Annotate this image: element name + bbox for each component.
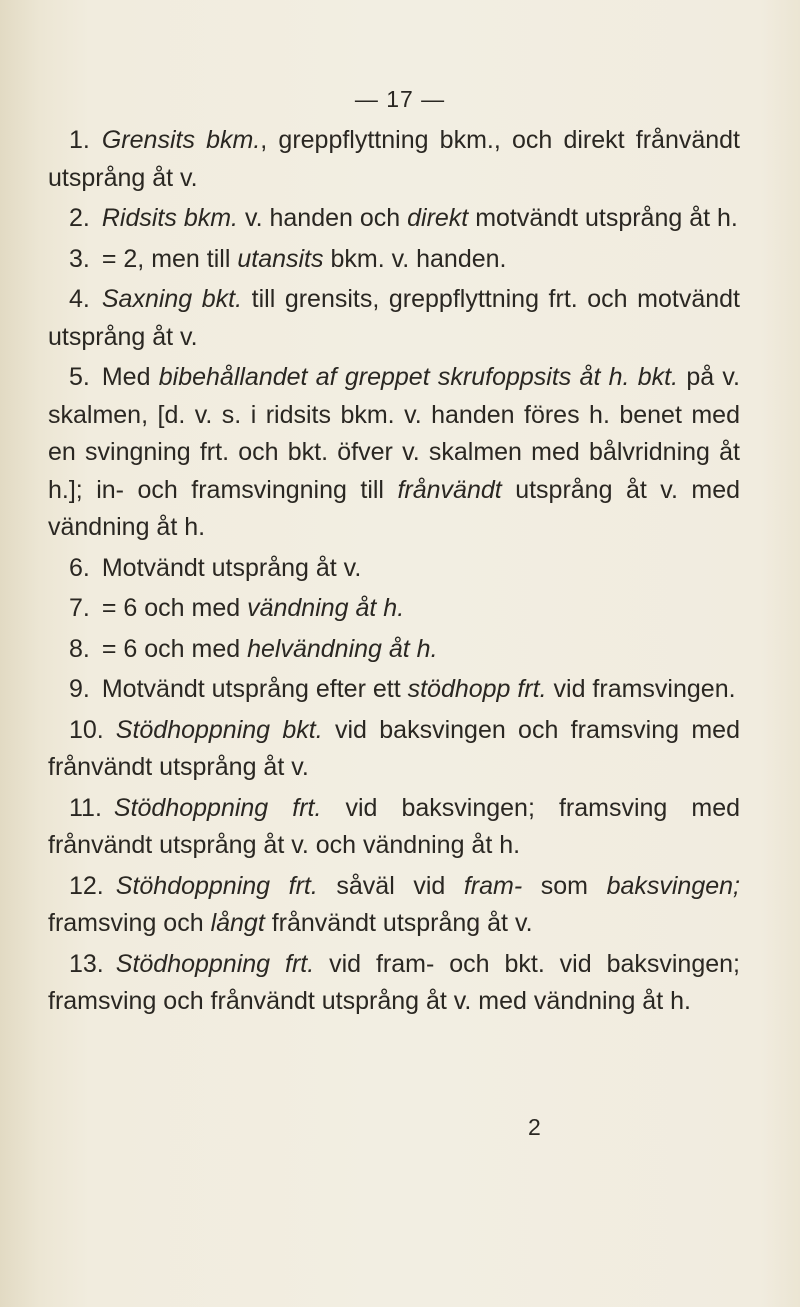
body-text: på v. skalmen, [d. v. s. i ridsits bkm. v. handen föres h. benet med en svingning frt. och bkt. öfver v. skalmen med bålvridning åt h.]; in- och framsvingning till (48, 363, 740, 504)
exercise-item (48, 946, 740, 1021)
exercise-number: 6. (69, 553, 90, 582)
body-text: frånvändt utsprång åt v. (264, 909, 533, 937)
body-text: = 2, men till (101, 244, 238, 273)
signature-mark: 2 (528, 1114, 541, 1140)
exercise-item (48, 712, 740, 787)
body-text: v. handen och (238, 204, 408, 232)
body-text: motvändt utsprång åt h. (468, 204, 738, 232)
exercise-item (48, 631, 740, 669)
body-text: till grensits, greppflyttning frt. och motvändt utsprång åt v. (48, 285, 740, 351)
emphasized-text: Stödhoppning bkt. (115, 715, 323, 744)
emphasized-text: baksvingen; (606, 871, 740, 900)
emphasized-text: Stödhoppning frt. (115, 949, 315, 978)
emphasized-text: Stöhdoppning frt. (115, 871, 318, 900)
body-text: vid framsvingen. (546, 675, 736, 703)
exercise-number: 5. (69, 363, 90, 391)
body-text: bkm. v. handen. (323, 244, 507, 273)
exercise-number: 13. (69, 949, 104, 978)
exercise-number: 1. (69, 126, 90, 154)
body-text: vid baksvingen; framsving med frånvändt utsprång åt v. och vändning åt h. (48, 793, 740, 859)
emphasized-text: fram- (463, 871, 523, 900)
exercise-number: 3. (69, 244, 90, 273)
exercise-number: 7. (69, 594, 90, 622)
emphasized-text: Grensits bkm. (101, 126, 261, 154)
exercise-number: 2. (69, 204, 90, 232)
emphasized-text: utansits (237, 244, 324, 273)
body-text: Med (101, 363, 159, 391)
emphasized-text: Saxning bkt. (101, 285, 243, 313)
exercise-item (48, 281, 740, 356)
emphasized-text: bibehållandet af greppet skrufoppsits åt h. bkt. (158, 363, 679, 391)
body-text: Motvändt utsprång åt v. (101, 553, 362, 582)
exercise-number: 10. (69, 715, 104, 744)
emphasized-text: Stödhoppning frt. (113, 793, 322, 822)
exercise-item (48, 550, 740, 588)
exercise-item (48, 359, 740, 547)
exercise-item (48, 241, 740, 279)
emphasized-text: helvändning åt h. (247, 634, 438, 663)
exercise-item (48, 122, 740, 197)
exercise-number: 12. (69, 871, 104, 900)
body-text: utsprång åt v. med vändning åt h. (48, 475, 740, 541)
body-text: , greppflyttning bkm., och direkt frånvändt utsprång åt v. (48, 126, 740, 192)
body-text: = 6 och med (101, 634, 248, 663)
body-text: som (522, 871, 607, 900)
exercise-item (48, 868, 740, 943)
body-text: = 6 och med (101, 594, 248, 622)
exercise-item (48, 790, 740, 865)
exercise-item (48, 590, 740, 628)
emphasized-text: frånvändt (397, 475, 502, 504)
body-text: Motvändt utsprång efter ett (101, 675, 408, 703)
exercise-number: 11. (69, 793, 102, 822)
body-text: framsving och (48, 909, 211, 937)
exercise-item (48, 200, 740, 238)
emphasized-text: långt (210, 909, 265, 937)
exercise-number: 9. (69, 675, 90, 703)
emphasized-text: direkt (407, 204, 469, 232)
exercise-list (48, 122, 740, 1024)
emphasized-text: Ridsits bkm. (101, 204, 238, 232)
body-text: vid baksvingen och framsving med frånvändt utsprång åt v. (48, 715, 740, 781)
exercise-item (48, 671, 740, 709)
exercise-number: 4. (69, 285, 90, 313)
exercise-number: 8. (69, 634, 90, 663)
emphasized-text: vändning åt h. (247, 594, 405, 622)
body-text: såväl vid (317, 871, 464, 900)
body-text: vid fram- och bkt. vid baksvingen; framsving och frånvändt utsprång åt v. med vändning åt h. (48, 949, 740, 1015)
page-number: — 17 — (354, 86, 446, 112)
emphasized-text: stödhopp frt. (407, 675, 547, 703)
